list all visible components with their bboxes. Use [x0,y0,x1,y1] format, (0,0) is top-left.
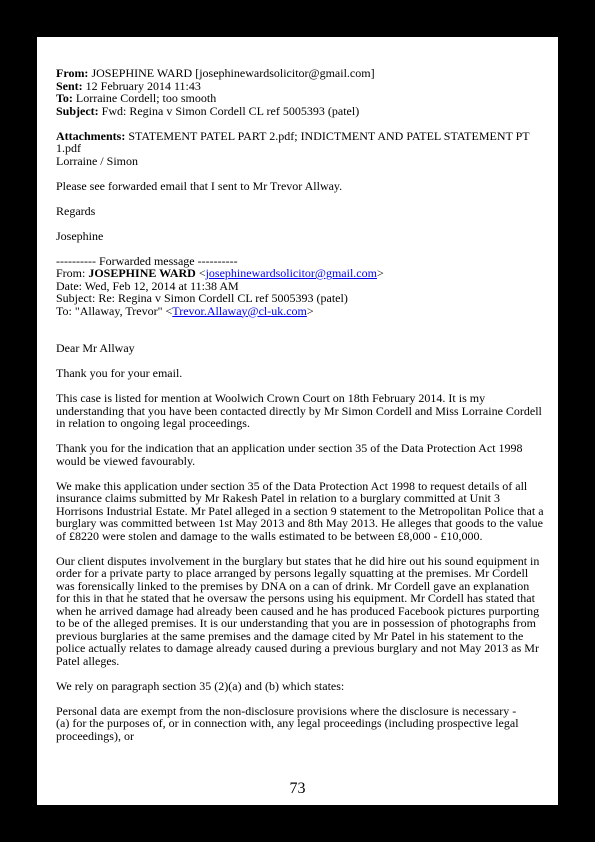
intro-signature: Josephine [56,228,104,243]
forwarded-divider: ---------- Forwarded message ---------- [56,253,238,268]
to-value: Lorraine Cordell; too smooth [75,91,217,105]
attachments-value-cont: 1.pdf [56,141,81,155]
forwarded-subject: Subject: Re: Regina v Simon Cordell CL ref 5005393 (patel) [56,291,348,305]
intro-salutation: Lorraine / Simon [56,153,138,168]
forwarded-to: To: "Allaway, Trevor" <Trevor.Allaway@cl-uk.com> [56,303,314,318]
subject-label: Subject: [56,103,99,118]
letter-paragraph-1: Thank you for your email. [56,366,183,380]
email-content [56,67,546,742]
forwarded-from: From: JOSEPHINE WARD <josephinewardsolicitor@gmail.com> [56,266,384,280]
page-number: 73 [289,780,306,797]
forwarded-date: Date: Wed, Feb 12, 2014 at 11:38 AM [56,278,239,293]
sent-label: Sent: [56,78,83,93]
letter-paragraph-3: Thank you for the indication that an application under section 35 of the Data Protection Act 1998 would be viewed favourably. [56,441,523,468]
to-label: To: [56,91,73,105]
letter-paragraph-4: We make this application under section 35 of the Data Protection Act 1998 to request details of all insurance claims submitted by Mr Rakesh Patel in relation to a burglary committed at Unit 3 Horrisons Industrial Estate. Mr Patel alleged in a section 9 statement to the Metropolitan Police that a burglary was committed between 1st May 2013 and 8th May 2013. He alleges that goods to the value of £8220 were stolen and damage to the walls estimated to be between £8,000 - £10,000. [56,478,544,543]
letter-paragraph-7: Personal data are exempt from the non-disclosure provisions where the disclosure is necessary - (a) for the purposes of, or in connection with, any legal proceedings (including prospective legal proceedings), or [56,703,519,743]
forwarded-from-name: JOSEPHINE WARD [88,266,196,280]
header-subject [56,105,546,118]
header-attachments [56,130,546,143]
letter-paragraph-6: We rely on paragraph section 35 (2)(a) and (b) which states: [56,678,345,693]
attachments-value: STATEMENT PATEL PART 2.pdf; INDICTMENT AND PATEL STATEMENT PT [128,128,530,143]
intro-regards: Regards [56,203,96,218]
attachments-label: Attachments: [56,128,126,143]
forwarded-from-label: From: [56,266,86,280]
subject-value: Fwd: Regina v Simon Cordell CL ref 5005393 (patel) [101,103,360,118]
forwarded-to-prefix: To: "Allaway, Trevor" [56,303,163,318]
forwarded-to-email-link[interactable]: Trevor.Allaway@cl-uk.com [172,303,307,318]
letter-paragraph-5: Our client disputes involvement in the burglary but states that he did hire out his sound equipment in order for a private party to place arranged by persons legally squatting at the premises. Mr Cordell was forensically linked to the premises by DNA on a can of drink. Mr Cordell gave an explanation for this in that he stated that he oversaw the persons using his equipment. Mr Cordell has stated that when he arrived damage had already been caused and he has produced Facebook pictures purporting to be of the alleged premises. It is our understanding that you are in possession of photographs from previous burglaries at the same premises and the damage cited by Mr Patel in his statement to the police actually relates to damage already caused during a previous burglary and not May 2013 as Mr Patel alleges. [56,553,540,668]
intro-body: Please see forwarded email that I sent to Mr Trevor Allway. [56,178,343,193]
sent-value: 12 February 2014 11:43 [85,78,201,93]
from-label: From: [56,66,89,80]
from-value: JOSEPHINE WARD [josephinewardsolicitor@gmail.com] [91,66,375,80]
letter-greeting: Dear Mr Allway [56,341,135,355]
forwarded-from-email-link[interactable]: josephinewardsolicitor@gmail.com [205,266,377,280]
document-page [37,37,558,805]
letter-paragraph-2: This case is listed for mention at Woolwich Crown Court on 18th February 2014. It is my understanding that you have been contacted directly by Mr Simon Cordell and Miss Lorraine Cordell in relation to ongoing legal proceedings. [56,391,542,430]
